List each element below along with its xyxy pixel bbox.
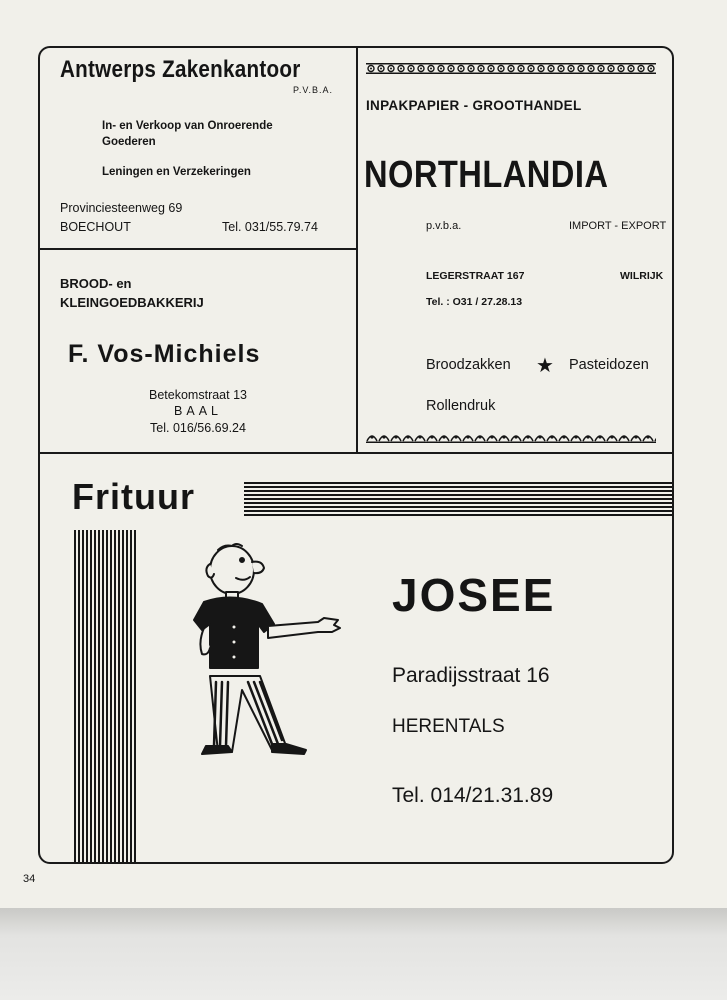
divider-horizontal-full [40, 452, 672, 454]
product-label: Broodzakken [426, 357, 511, 373]
telephone: Tel. 014/21.31.89 [392, 784, 554, 807]
description-line: Goederen [102, 136, 156, 148]
business-type-line: BROOD- en [60, 276, 132, 291]
business-type-line: KLEINGOEDBAKKERIJ [60, 295, 204, 310]
ad-title: JOSEE [392, 569, 556, 621]
divider-horizontal-left [40, 248, 356, 250]
legal-form: P.V.B.A. [293, 85, 334, 95]
divider-vertical [356, 48, 358, 454]
ad-title: Antwerps Zakenkantoor [60, 56, 301, 83]
product-label: Pasteidozen [569, 357, 649, 373]
street-address: LEGERSTRAAT 167 [426, 270, 525, 282]
city: BOECHOUT [60, 220, 131, 234]
street-address: Betekomstraat 13 [149, 388, 247, 402]
city: HERENTALS [392, 716, 505, 737]
telephone: Tel. 016/56.69.24 [150, 421, 246, 435]
import-export-label: IMPORT - EXPORT [569, 220, 667, 232]
product-label: Rollendruk [426, 398, 496, 414]
city: BAAL [174, 404, 222, 418]
street-address: Provinciesteenweg 69 [60, 201, 183, 215]
ad-title: NORTHLANDIA [364, 154, 609, 196]
legal-form: p.v.b.a. [426, 220, 462, 232]
city: WILRIJK [620, 270, 664, 282]
description-line: Leningen en Verzekeringen [102, 166, 251, 178]
page-number: 34 [23, 873, 36, 885]
description-line: In- en Verkoop van Onroerende [102, 120, 273, 132]
ad-headline: Frituur [72, 476, 195, 517]
ornament-border-icon [366, 432, 656, 443]
telephone: Tel. 031/55.79.74 [222, 220, 318, 234]
horizontal-stripes-decoration [244, 482, 672, 516]
ad-title: F. Vos-Michiels [68, 340, 261, 368]
advertisement-frame [38, 46, 674, 864]
telephone: Tel. : O31 / 27.28.13 [426, 296, 523, 308]
scan-background [0, 908, 727, 1000]
star-icon: ★ [536, 355, 554, 377]
vertical-stripes-decoration [74, 530, 136, 862]
street-address: Paradijsstraat 16 [392, 664, 550, 687]
business-category: INPAKPAPIER - GROOTHANDEL [366, 98, 582, 113]
ornament-border-icon [366, 63, 656, 74]
mascot-man-pointing-icon [160, 532, 350, 762]
